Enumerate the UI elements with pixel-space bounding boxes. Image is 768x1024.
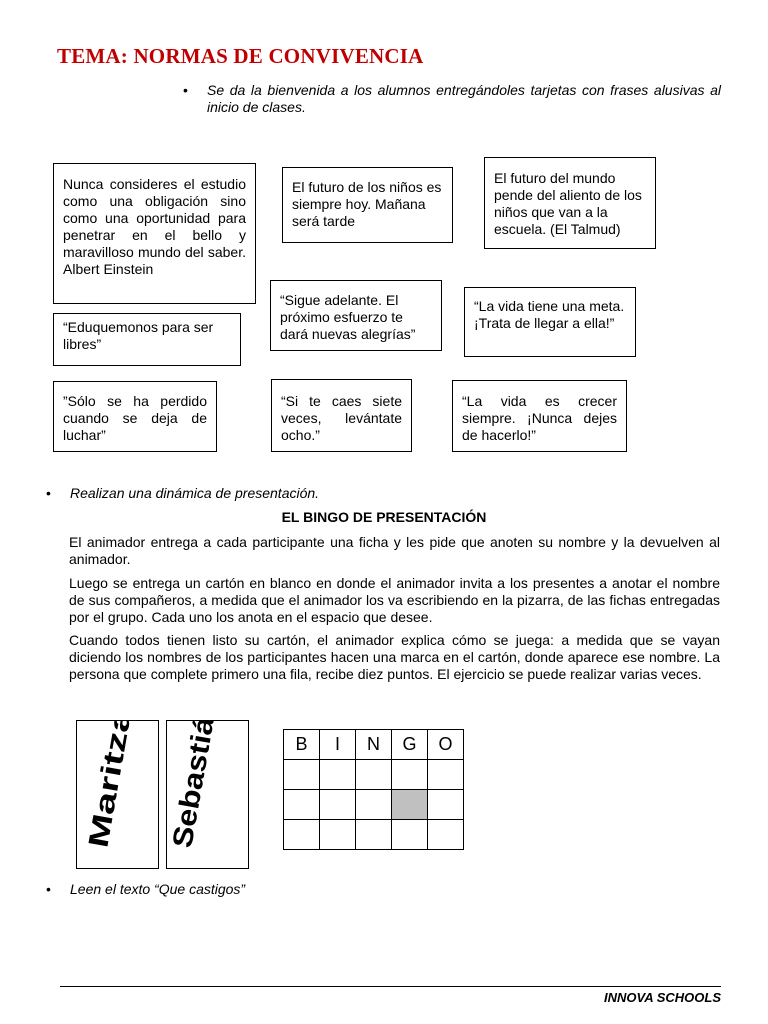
bingo-row xyxy=(284,760,464,790)
name-card-maritza-text: Maritza xyxy=(82,721,138,851)
reading-bullet xyxy=(46,881,690,898)
bingo-cell xyxy=(428,790,464,820)
name-card-maritza xyxy=(76,720,159,869)
page-title: TEMA: NORMAS DE CONVIVENCIA xyxy=(57,44,424,68)
name-card-sebastian-text: Sebastián xyxy=(167,721,224,851)
paragraph-2: Luego se entrega un cartón en blanco en donde el animador invita a los presentes a anotar el nombre de sus compañeros, a medida que el animador los va escribiendo en la pizarra, de las fichas entregadas por el grupo. Cada uno los anota en el espacio que desee. xyxy=(69,575,720,625)
dynamic-bullet-text: Realizan una dinámica de presentación. xyxy=(70,485,320,501)
bingo-letter-o: O xyxy=(428,730,464,760)
quote-card-vida-meta: “La vida tiene una meta. ¡Trata de llegar a ella!” xyxy=(464,287,636,357)
bingo-cell-marked xyxy=(392,790,428,820)
name-card-sebastian-art xyxy=(167,721,248,868)
bullet-icon: • xyxy=(183,82,188,98)
quote-card-luchar: ”Sólo se ha perdido cuando se deja de luchar” xyxy=(53,381,217,452)
bingo-cell xyxy=(356,790,392,820)
bingo-letter-i: I xyxy=(320,730,356,760)
reading-bullet-text: Leen el texto “Que castigos” xyxy=(70,881,246,897)
name-card-maritza-art xyxy=(77,721,158,868)
bingo-cell xyxy=(320,790,356,820)
bingo-cell xyxy=(356,760,392,790)
intro-bullet xyxy=(183,82,721,116)
dynamic-bullet xyxy=(46,485,690,502)
bingo-letter-n: N xyxy=(356,730,392,760)
bullet-icon: • xyxy=(46,485,51,501)
bingo-cell xyxy=(284,790,320,820)
bingo-letter-g: G xyxy=(392,730,428,760)
paragraph-1: El animador entrega a cada participante una ficha y les pide que anoten su nombre y la devuelven al animador. xyxy=(69,534,720,567)
bingo-cell xyxy=(392,760,428,790)
footer-divider xyxy=(60,986,721,987)
bingo-cell xyxy=(284,760,320,790)
paragraph-3: Cuando todos tienen listo su cartón, el animador explica cómo se juega: a medida que se vayan diciendo los nombres de los participantes hacen una marca en el cartón, donde aparece ese nombre. La persona que complete primero una fila, recibe diez puntos. El ejercicio se puede realizar varias veces. xyxy=(69,632,720,682)
name-card-sebastian xyxy=(166,720,249,869)
bingo-header-row xyxy=(284,730,464,760)
bingo-cell xyxy=(284,820,320,850)
bingo-cell xyxy=(320,760,356,790)
bingo-section-title: EL BINGO DE PRESENTACIÓN xyxy=(281,509,487,525)
quote-card-eduquemonos: “Eduquemonos para ser libres” xyxy=(53,313,241,366)
bullet-icon: • xyxy=(46,881,51,897)
bingo-cell xyxy=(428,820,464,850)
bingo-letter-b: B xyxy=(284,730,320,760)
quote-card-sigue-adelante: “Sigue adelante. El próximo esfuerzo te dará nuevas alegrías” xyxy=(270,280,442,351)
bingo-row xyxy=(284,820,464,850)
quote-card-siete-veces: “Si te caes siete veces, levántate ocho.” xyxy=(271,379,412,452)
footer-brand: INNOVA SCHOOLS xyxy=(603,990,721,1005)
bingo-row xyxy=(284,790,464,820)
quote-card-einstein: Nunca consideres el estudio como una obligación sino como una oportunidad para penetrar en el bello y maravilloso mundo del saber. Albert Einstein xyxy=(53,163,256,304)
bingo-card xyxy=(283,729,464,850)
bingo-cell xyxy=(320,820,356,850)
quote-card-futuro-ninos: El futuro de los niños es siempre hoy. Mañana será tarde xyxy=(282,167,453,243)
intro-bullet-text: Se da la bienvenida a los alumnos entregándoles tarjetas con frases alusivas al inicio de clases. xyxy=(207,82,721,115)
quote-card-crecer: “La vida es crecer siempre. ¡Nunca dejes de hacerlo!” xyxy=(452,380,627,452)
quote-card-talmud: El futuro del mundo pende del aliento de los niños que van a la escuela. (El Talmud) xyxy=(484,157,656,249)
bingo-cell xyxy=(428,760,464,790)
bingo-cell xyxy=(392,820,428,850)
bingo-cell xyxy=(356,820,392,850)
